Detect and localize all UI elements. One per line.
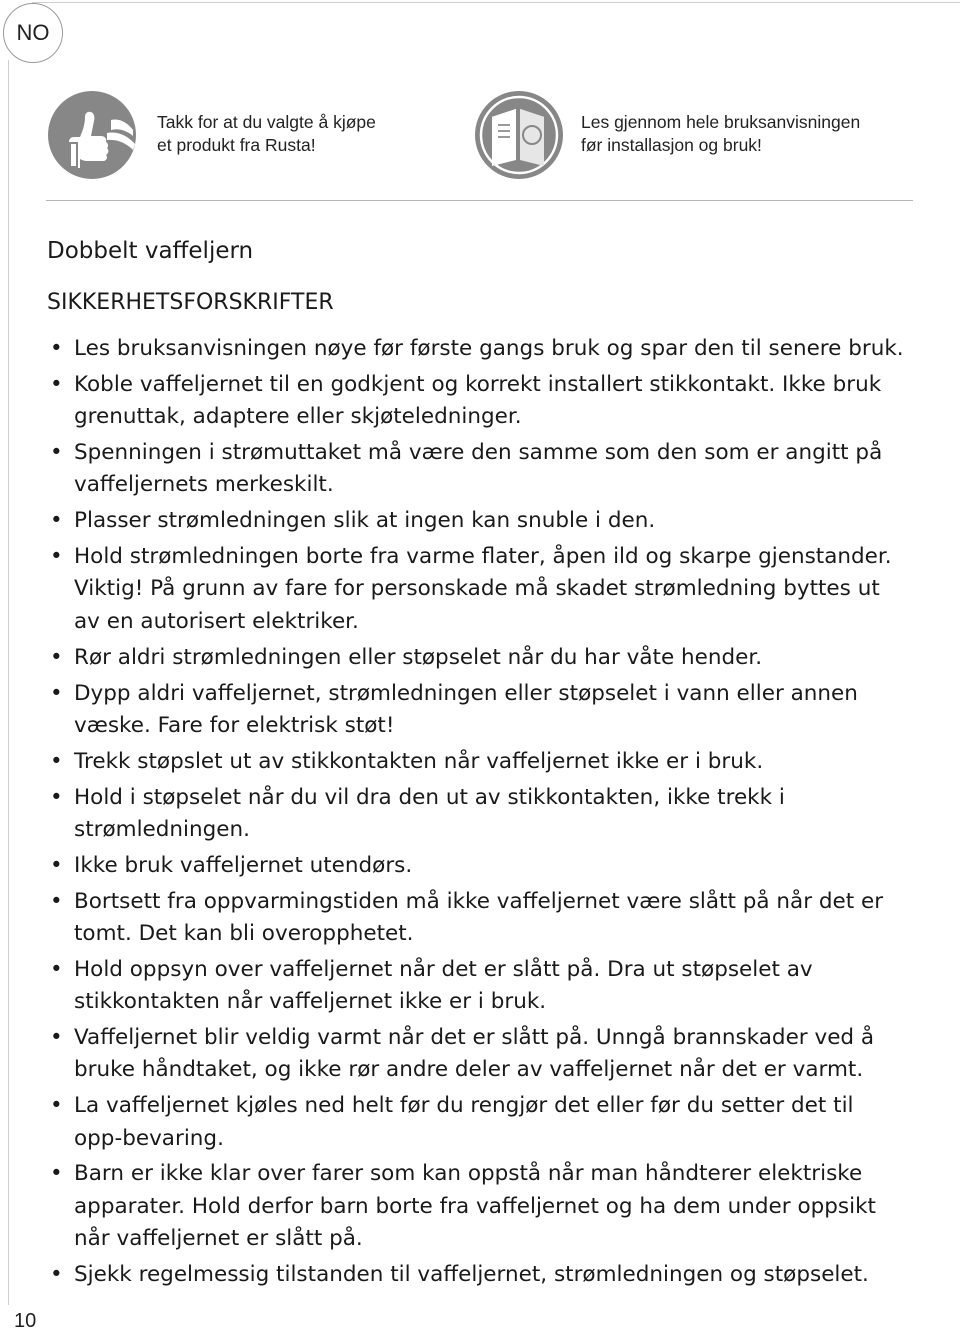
- manual-book-icon: [474, 90, 564, 180]
- safety-rule-item: [47, 850, 927, 882]
- page-frame-top: [32, 2, 960, 3]
- bullet-icon: •: [50, 440, 63, 466]
- document-title: Dobbelt vaffeljern: [47, 238, 254, 264]
- bullet-icon: •: [50, 748, 63, 774]
- bullet-icon: •: [50, 680, 63, 706]
- bullet-icon: •: [50, 1093, 63, 1119]
- bullet-icon: •: [50, 784, 63, 810]
- safety-rules-list: [47, 333, 927, 1295]
- safety-rule-item: [47, 1022, 927, 1087]
- safety-rule-text: Les bruksanvisningen nøye før første gangs bruk og spar den til senere bruk.: [74, 336, 904, 361]
- intro-read-text: [581, 111, 860, 157]
- bullet-icon: •: [50, 956, 63, 982]
- bullet-icon: •: [50, 371, 63, 397]
- safety-rule-item: [47, 369, 927, 434]
- safety-rule-text: Dypp aldri vaffeljernet, strømledningen eller støpselet i vann eller annen væske. Fare for elektrisk støt!: [74, 680, 858, 738]
- safety-rule-text: Bortsett fra oppvarmingstiden må ikke vaffeljernet være slått på når det er tomt. Det kan bli overopphetet.: [74, 888, 884, 946]
- safety-rule-item: [47, 954, 927, 1019]
- safety-rule-item: [47, 642, 927, 674]
- safety-rule-item: [47, 1259, 927, 1291]
- bullet-icon: •: [50, 1161, 63, 1187]
- bullet-icon: •: [50, 1025, 63, 1051]
- safety-rule-item: [47, 333, 927, 365]
- thumbs-up-icon: [47, 90, 137, 180]
- safety-rule-text: Sjekk regelmessig tilstanden til vaffeljernet, strømledningen og støpselet.: [74, 1261, 869, 1287]
- page-number: 10: [14, 1310, 37, 1332]
- intro-thanks-line-1: Takk for at du valgte å kjøpe: [157, 112, 376, 132]
- safety-rule-text: Hold oppsyn over vaffeljernet når det er slått på. Dra ut støpselet av stikkontakten når vaffeljernet ikke er i bruk.: [74, 956, 813, 1015]
- safety-rule-text: Hold i støpselet når du vil dra den ut av stikkontakten, ikke trekk i strømledningen.: [74, 784, 785, 842]
- safety-rule-item: [47, 1090, 927, 1155]
- safety-rule-text: Hold strømledningen borte fra varme flater, åpen ild og skarpe gjenstander. Viktig! På grunn av fare for personskade må skadet strømledning byttes ut av en autorisert elektriker.: [74, 544, 892, 634]
- section-heading: SIKKERHETSFORSKRIFTER: [47, 290, 334, 315]
- safety-rule-item: [47, 505, 927, 537]
- safety-rule-text: Trekk støpslet ut av stikkontakten når vaffeljernet ikke er i bruk.: [74, 748, 764, 774]
- language-badge: [3, 3, 63, 63]
- bullet-icon: •: [50, 644, 63, 670]
- bullet-icon: •: [50, 1261, 63, 1287]
- safety-rule-item: [47, 746, 927, 778]
- page-frame-left: [8, 60, 9, 1305]
- intro-thanks-line-2: et produkt fra Rusta!: [157, 135, 316, 155]
- safety-rule-item: [47, 437, 927, 502]
- intro-thanks-text: [157, 111, 376, 157]
- safety-rule-text: Ikke bruk vaffeljernet utendørs.: [74, 852, 413, 878]
- safety-rule-text: Vaffeljernet blir veldig varmt når det er slått på. Unngå brannskader ved å bruke håndtaket, og ikke rør andre deler av vaffeljernet når det er varmt.: [74, 1025, 875, 1083]
- bullet-icon: •: [50, 888, 63, 914]
- safety-rule-text: Rør aldri strømledningen eller støpselet når du har våte hender.: [74, 644, 763, 670]
- safety-rule-item: [47, 782, 927, 847]
- header-divider: [46, 200, 913, 201]
- safety-rule-item: [47, 1158, 927, 1255]
- safety-rule-item: [47, 541, 927, 638]
- safety-rule-item: [47, 678, 927, 743]
- intro-read-line-1: Les gjennom hele bruksanvisningen: [581, 112, 861, 132]
- safety-rule-text: La vaffeljernet kjøles ned helt før du rengjør det eller før du setter det til opp-bevaring.: [74, 1093, 854, 1151]
- intro-read-line-2: før installasjon og bruk!: [581, 135, 762, 155]
- safety-rule-text: Koble vaffeljernet til en godkjent og korrekt installert stikkontakt. Ikke bruk grenuttak, adaptere eller skjøteledninger.: [74, 371, 882, 430]
- bullet-icon: •: [50, 336, 63, 361]
- bullet-icon: •: [50, 852, 63, 878]
- safety-rule-text: Plasser strømledningen slik at ingen kan snuble i den.: [74, 508, 656, 534]
- safety-rule-text: Barn er ikke klar over farer som kan oppstå når man håndterer elektriske apparater. Hold derfor barn borte fra vaffeljernet og ha dem under oppsikt når vaffeljernet er slått på.: [74, 1161, 876, 1252]
- safety-rule-text: Spenningen i strømuttaket må være den samme som den som er angitt på vaffeljernets merkeskilt.: [74, 440, 883, 498]
- bullet-icon: •: [50, 544, 63, 570]
- bullet-icon: •: [50, 508, 63, 534]
- language-code: NO: [16, 20, 50, 45]
- safety-rule-item: [47, 886, 927, 951]
